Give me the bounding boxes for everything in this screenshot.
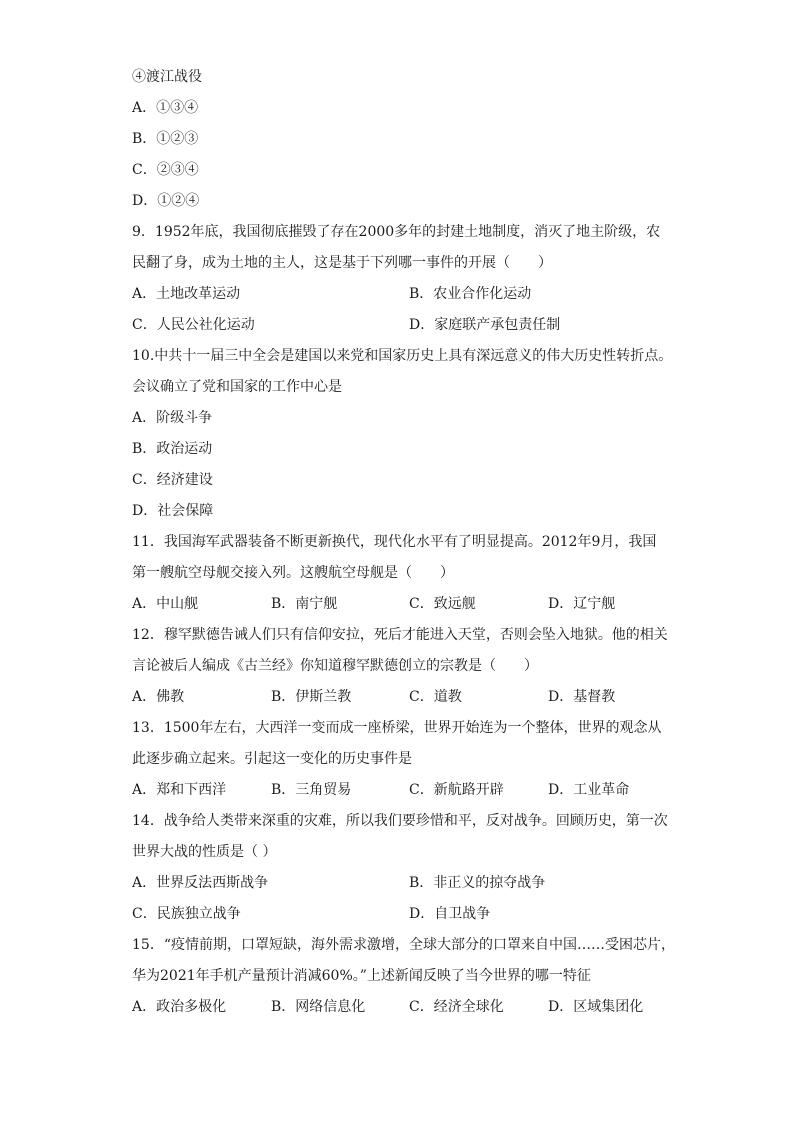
q10-option-b: B．政治运动 <box>132 441 213 457</box>
q8-option-a: A．①③④ <box>132 100 199 116</box>
q11-option-b: B．南宁舰 <box>271 596 338 612</box>
q14-stem-line-1: 14．战争给人类带来深重的灾难，所以我们要珍惜和平，反对战争。回顾历史，第一次 <box>132 813 668 829</box>
q8-option-b: B．①②③ <box>132 131 199 147</box>
q12-option-c: C．道教 <box>409 689 462 705</box>
q9-options-row-1 <box>132 279 672 310</box>
q12-option-a: A．佛教 <box>132 689 185 705</box>
q12-option-d: D．基督教 <box>548 689 616 705</box>
q9-option-b: B．农业合作化运动 <box>409 286 532 302</box>
q10-option-d: D．社会保障 <box>132 503 214 519</box>
q15-option-b: B．网络信息化 <box>271 999 366 1015</box>
q9-stem-line-2: 民翻了身，成为土地的主人，这是基于下列哪一事件的开展（ ） <box>132 255 552 271</box>
q13-stem-line-2: 此逐步确立起来。引起这一变化的历史事件是 <box>132 751 412 767</box>
q10-stem-line-2: 会议确立了党和国家的工作中心是 <box>132 379 342 395</box>
q13-option-b: B．三角贸易 <box>271 782 352 798</box>
q13-option-c: C．新航路开辟 <box>409 782 504 798</box>
q12-stem-line-1: 12．穆罕默德告诫人们只有信仰安拉，死后才能进入天堂，否则会坠入地狱。他的相关 <box>132 627 668 643</box>
q14-option-a: A．世界反法西斯战争 <box>132 875 269 891</box>
q9-option-a: A．土地改革运动 <box>132 286 241 302</box>
q13-stem-line-1: 13．1500年左右，大西洋一变而成一座桥梁，世界开始连为一个整体，世界的观念从 <box>132 720 662 736</box>
q11-option-c: C．致远舰 <box>409 596 476 612</box>
q9-option-c: C．人民公社化运动 <box>132 317 255 333</box>
q9-options-row-2 <box>132 310 672 341</box>
q11-stem-line-1: 11．我国海军武器装备不断更新换代，现代化水平有了明显提高。2012年9月，我国 <box>132 534 657 550</box>
q11-stem-line-2: 第一艘航空母舰交接入列。这艘航空母舰是（ ） <box>132 565 454 581</box>
q15-option-d: D．区域集团化 <box>548 999 644 1015</box>
q14-option-b: B．非正义的掠夺战争 <box>409 875 546 891</box>
q14-options-row-1 <box>132 868 672 899</box>
q8-option-d: D．①②④ <box>132 193 200 209</box>
q12-stem-line-2: 言论被后人编成《古兰经》你知道穆罕默德创立的宗教是（ ） <box>132 658 538 674</box>
q13-option-d: D．工业革命 <box>548 782 630 798</box>
question-list <box>132 62 675 1023</box>
q15-option-c: C．经济全球化 <box>409 999 504 1015</box>
q9-stem-line-1: 9．1952年底，我国彻底摧毁了存在2000多年的封建土地制度，消灭了地主阶级，农 <box>132 224 661 240</box>
q11-option-d: D．辽宁舰 <box>548 596 616 612</box>
q13-option-a: A．郑和下西洋 <box>132 782 227 798</box>
q10-option-a: A．阶级斗争 <box>132 410 213 426</box>
q15-stem-line-1: 15．“疫情前期，口罩短缺，海外需求激增，全球大部分的口罩来自中国……受困芯片， <box>132 937 675 953</box>
q14-stem-line-2: 世界大战的性质是（ ） <box>132 844 277 860</box>
q9-option-d: D．家庭联产承包责任制 <box>409 317 561 333</box>
q8-item-4: ④渡江战役 <box>132 69 202 85</box>
q12-options <box>132 682 672 713</box>
q10-option-c: C．经济建设 <box>132 472 213 488</box>
q15-stem-line-2: 华为2021年手机产量预计消减60%。”上述新闻反映了当今世界的哪一特征 <box>132 968 591 984</box>
q10-stem-line-1: 10.中共十一届三中全会是建国以来党和国家历史上具有深远意义的伟大历史性转折点。 <box>132 348 673 364</box>
q14-option-c: C．民族独立战争 <box>132 906 241 922</box>
q11-options <box>132 589 672 620</box>
q15-option-a: A．政治多极化 <box>132 999 227 1015</box>
q12-option-b: B．伊斯兰教 <box>271 689 352 705</box>
q11-option-a: A．中山舰 <box>132 596 199 612</box>
q8-option-c: C．②③④ <box>132 162 199 178</box>
q13-options <box>132 775 672 806</box>
q14-option-d: D．自卫战争 <box>409 906 491 922</box>
q14-options-row-2 <box>132 899 672 930</box>
q15-options <box>132 992 672 1023</box>
